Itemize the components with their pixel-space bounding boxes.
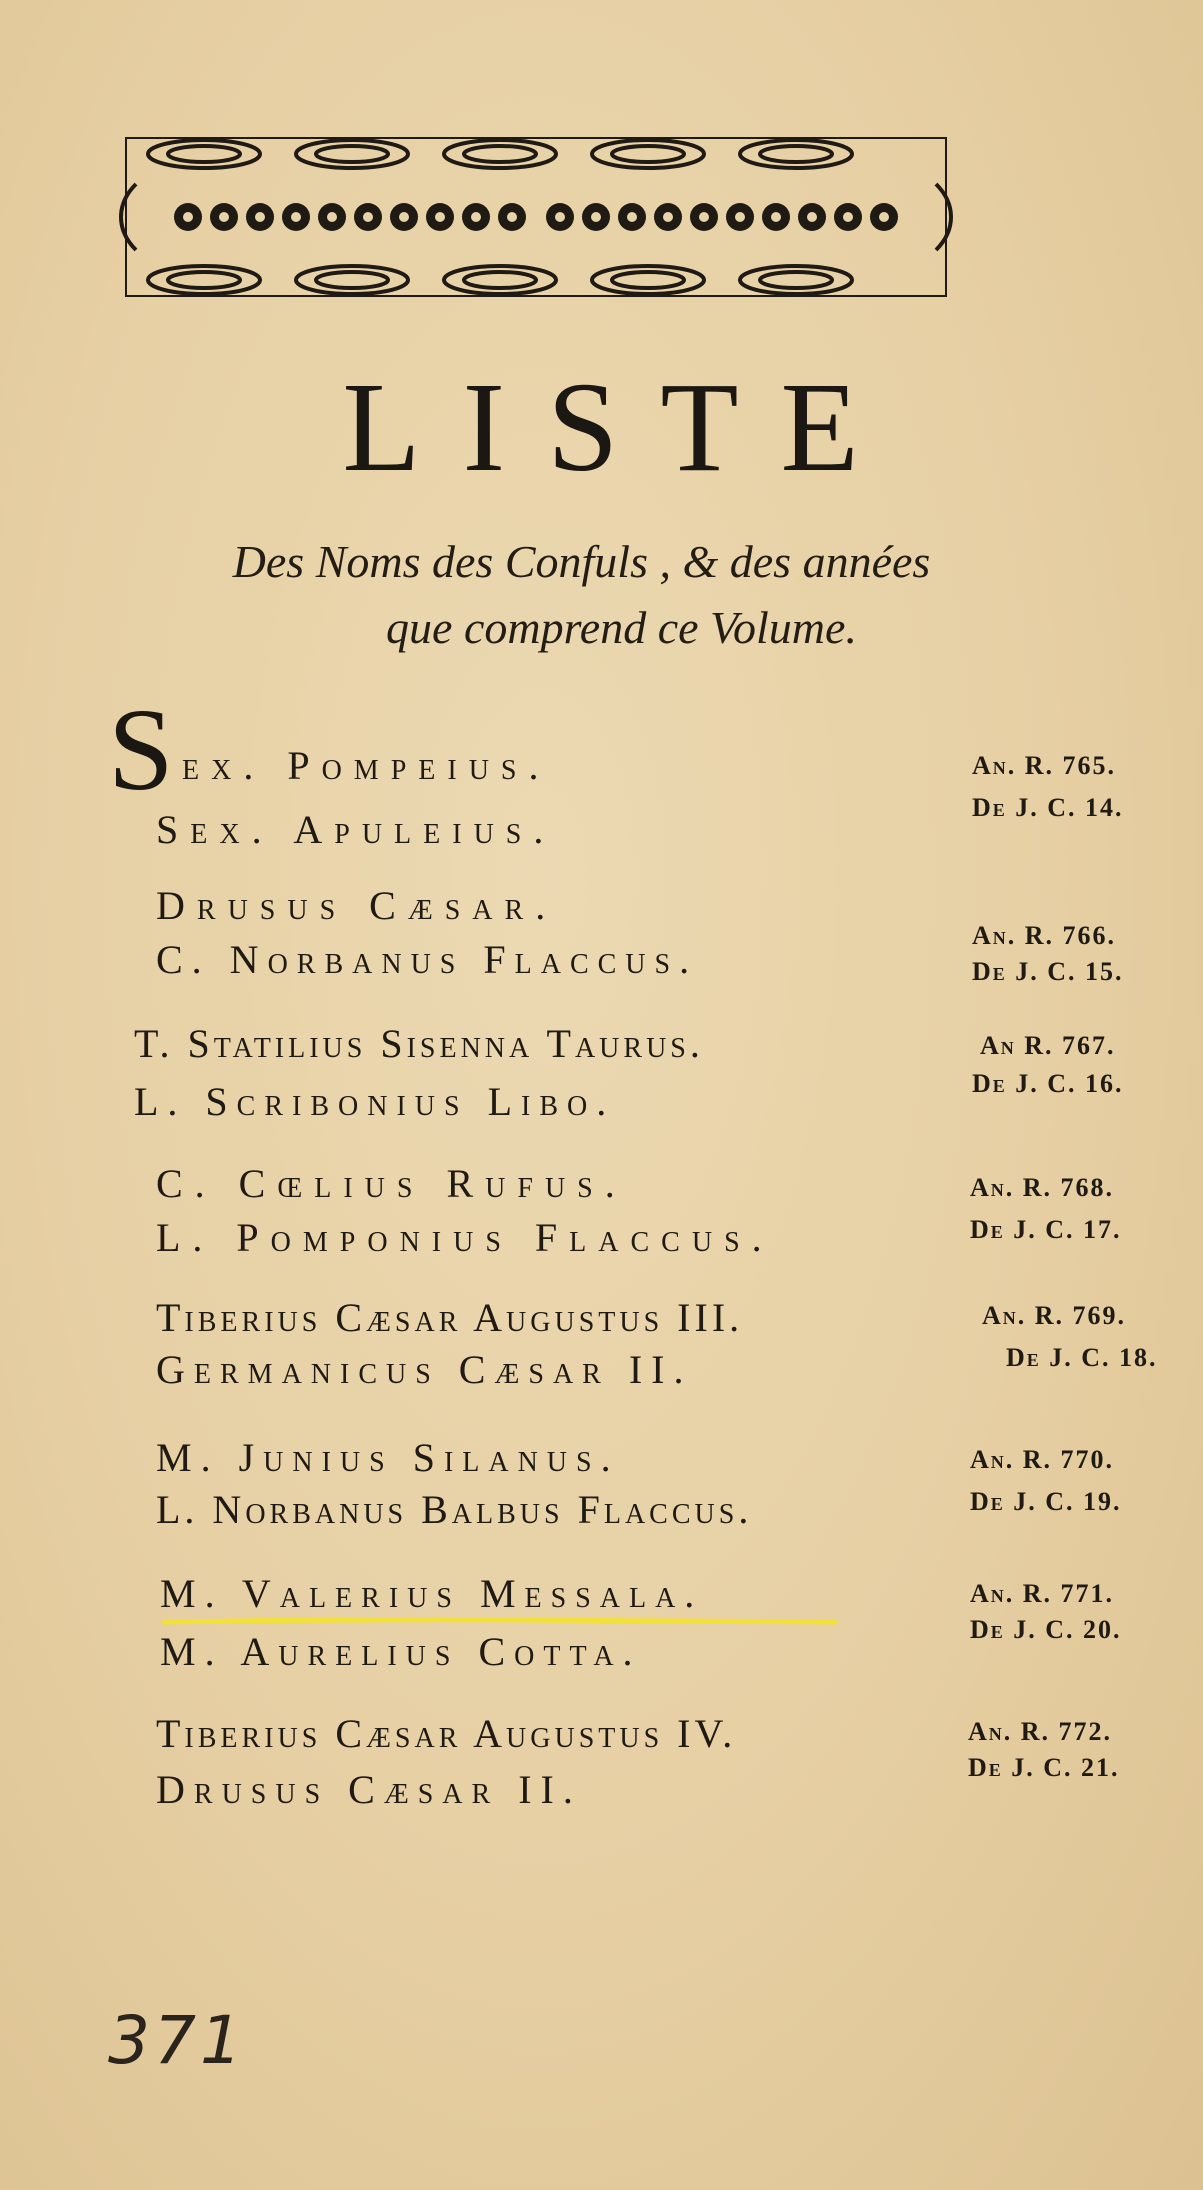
consul-name: M. Junius Silanus.	[156, 1435, 620, 1480]
consul-name: Sex. Apuleius.	[156, 807, 556, 852]
ornament-side-scrolls	[121, 184, 951, 250]
ornament-middle-rosettes	[174, 203, 898, 231]
consul-name: M. Valerius Messala.	[160, 1571, 704, 1616]
year-de-jc: De J. C. 21.	[968, 1753, 1120, 1782]
ornament-top-row	[148, 140, 852, 168]
consul-name: Drusus Cæsar II.	[156, 1767, 582, 1812]
consul-name: Tiberius Cæsar Augustus IV.	[156, 1711, 737, 1756]
consul-name: L. Pomponius Flaccus.	[156, 1215, 774, 1260]
page-title: LISTE	[342, 356, 901, 498]
year-an-r: An. R. 765.	[972, 751, 1117, 780]
year-de-jc: De J. C. 14.	[972, 793, 1124, 822]
year-an-r: An. R. 771.	[970, 1579, 1115, 1608]
year-an-r: An. R. 772.	[968, 1717, 1113, 1746]
year-de-jc: De J. C. 19.	[970, 1487, 1122, 1516]
year-de-jc: De J. C. 16.	[972, 1069, 1124, 1098]
ornament-bottom-row	[148, 266, 852, 294]
subtitle-line-1: Des Noms des Confuls , & des années	[232, 536, 931, 587]
ornamental-headpiece	[112, 124, 960, 310]
consul-name: M. Aurelius Cotta.	[160, 1629, 642, 1674]
drop-cap: S	[108, 684, 174, 815]
consul-name: ex. Pompeius.	[182, 743, 551, 788]
consul-name: T. Statilius Sisenna Taurus.	[134, 1021, 704, 1066]
year-de-jc: De J. C. 15.	[972, 957, 1124, 986]
year-an-r: An. R. 770.	[970, 1445, 1115, 1474]
year-an-r: An R. 767.	[980, 1031, 1116, 1060]
year-de-jc: De J. C. 18.	[1006, 1343, 1158, 1372]
highlight-underline	[162, 1616, 838, 1626]
year-an-r: An. R. 768.	[970, 1173, 1115, 1202]
consul-name: L. Norbanus Balbus Flaccus.	[156, 1487, 753, 1532]
consul-name: Germanicus Cæsar II.	[156, 1347, 693, 1392]
subtitle-line-2: que comprend ce Volume.	[386, 602, 857, 653]
consul-name: Drusus Cæsar.	[156, 883, 558, 928]
consul-name: Tiberius Cæsar Augustus III.	[156, 1295, 744, 1340]
year-an-r: An. R. 769.	[982, 1301, 1127, 1330]
handwritten-folio-number: 371	[108, 2002, 246, 2079]
year-de-jc: De J. C. 17.	[970, 1215, 1122, 1244]
year-de-jc: De J. C. 20.	[970, 1615, 1122, 1644]
consul-name: C. Norbanus Flaccus.	[156, 937, 699, 982]
consul-name: C. Cœlius Rufus.	[156, 1161, 627, 1206]
year-an-r: An. R. 766.	[972, 921, 1117, 950]
consul-name: L. Scribonius Libo.	[134, 1079, 616, 1124]
